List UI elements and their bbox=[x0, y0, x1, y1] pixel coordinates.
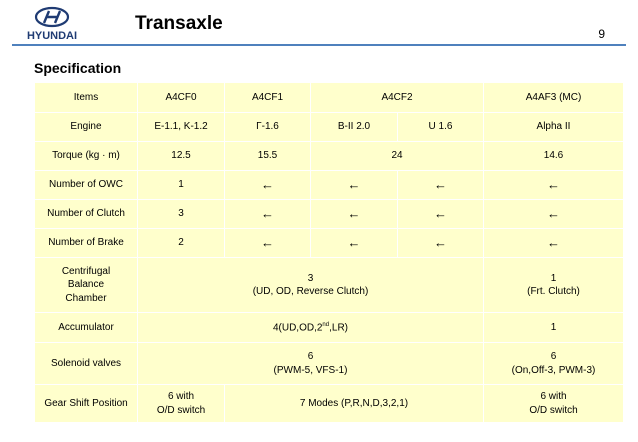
header-a4cf2: A4CF2 bbox=[311, 83, 484, 113]
solenoid-a4cf0-a4cf2 bbox=[138, 343, 484, 385]
gear-shift-a4af3 bbox=[484, 385, 624, 423]
same-as-left-arrow: ← bbox=[311, 200, 398, 229]
same-as-left-arrow: ← bbox=[398, 229, 484, 258]
same-as-left-arrow: ← bbox=[225, 200, 311, 229]
accumulator-label: Accumulator bbox=[35, 313, 138, 343]
accumulator-row bbox=[35, 313, 624, 343]
torque-a4af3: 14.6 bbox=[484, 142, 624, 171]
torque-a4cf1: 15.5 bbox=[225, 142, 311, 171]
header-rule bbox=[12, 44, 626, 46]
accumulator-mid-tail: ,LR) bbox=[329, 321, 349, 333]
engine-a4af3: Alpha II bbox=[484, 113, 624, 142]
accumulator-mid-sup: nd bbox=[322, 321, 330, 328]
gear-shift-a4af3-line1: 6 with bbox=[540, 391, 567, 402]
torque-row bbox=[35, 142, 624, 171]
clutch-row bbox=[35, 200, 624, 229]
owc-row bbox=[35, 171, 624, 200]
chamber-label-line1: Centrifugal bbox=[61, 265, 111, 277]
brake-row bbox=[35, 229, 624, 258]
same-as-left-arrow: ← bbox=[398, 200, 484, 229]
solenoid-mid-line2: (PWM-5, VFS-1) bbox=[273, 364, 348, 376]
chamber-mid-line1: 3 bbox=[307, 272, 314, 284]
same-as-left-arrow: ← bbox=[225, 229, 311, 258]
gear-shift-mid: 7 Modes (P,R,N,D,3,2,1) bbox=[225, 385, 484, 423]
solenoid-mid-line1: 6 bbox=[307, 351, 314, 362]
torque-label: Torque (kg · m) bbox=[35, 142, 138, 171]
header-a4cf0: A4CF0 bbox=[138, 83, 225, 113]
owc-a4cf0: 1 bbox=[138, 171, 225, 200]
clutch-a4cf0: 3 bbox=[138, 200, 225, 229]
engine-row bbox=[35, 113, 624, 142]
solenoid-label: Solenoid valves bbox=[35, 343, 138, 385]
gear-shift-label: Gear Shift Position bbox=[35, 385, 138, 423]
same-as-left-arrow: ← bbox=[225, 171, 311, 200]
page-number: 9 bbox=[598, 27, 605, 41]
solenoid-a4af3 bbox=[484, 343, 624, 385]
same-as-left-arrow: ← bbox=[484, 200, 624, 229]
header-items: Items bbox=[35, 83, 138, 113]
solenoid-row bbox=[35, 343, 624, 385]
gear-shift-a4cf0 bbox=[138, 385, 225, 423]
engine-a4cf0: E-1.1, K-1.2 bbox=[138, 113, 225, 142]
chamber-a4af3-line2: (Frt. Clutch) bbox=[527, 286, 580, 297]
chamber-a4af3-line1: 1 bbox=[550, 272, 557, 284]
logo-wordmark: HYUNDAI bbox=[26, 30, 78, 42]
torque-a4cf0: 12.5 bbox=[138, 142, 225, 171]
solenoid-a4af3-line2: (On,Off-3, PWM-3) bbox=[511, 364, 596, 376]
accumulator-a4af3: 1 bbox=[484, 313, 624, 343]
hyundai-logo bbox=[6, 6, 98, 42]
gear-shift-a4cf0-line1: 6 with bbox=[167, 391, 195, 402]
chamber-label-line3: Chamber bbox=[65, 292, 107, 304]
chamber-label bbox=[35, 258, 138, 313]
chamber-mid-line2: (UD, OD, Reverse Clutch) bbox=[252, 286, 369, 297]
clutch-label: Number of Clutch bbox=[35, 200, 138, 229]
gear-shift-a4af3-line2: O/D switch bbox=[529, 404, 578, 416]
chamber-a4af3 bbox=[484, 258, 624, 313]
same-as-left-arrow: ← bbox=[398, 171, 484, 200]
slide-title: Transaxle bbox=[135, 13, 223, 34]
owc-label: Number of OWC bbox=[35, 171, 138, 200]
section-title: Specification bbox=[34, 60, 122, 76]
accumulator-a4cf0-a4cf2 bbox=[138, 313, 484, 343]
chamber-label-line2: Balance bbox=[67, 279, 105, 291]
spec-table bbox=[34, 82, 624, 423]
chamber-a4cf0-a4cf2 bbox=[138, 258, 484, 313]
header-row bbox=[35, 83, 624, 113]
same-as-left-arrow: ← bbox=[484, 229, 624, 258]
engine-a4cf1: Γ-1.6 bbox=[225, 113, 311, 142]
torque-a4cf2: 24 bbox=[311, 142, 484, 171]
gear-shift-row bbox=[35, 385, 624, 423]
brake-label: Number of Brake bbox=[35, 229, 138, 258]
engine-label: Engine bbox=[35, 113, 138, 142]
engine-a4cf2-2: U 1.6 bbox=[398, 113, 484, 142]
brake-a4cf0: 2 bbox=[138, 229, 225, 258]
same-as-left-arrow: ← bbox=[311, 229, 398, 258]
chamber-row bbox=[35, 258, 624, 313]
engine-a4cf2-1: B-II 2.0 bbox=[311, 113, 398, 142]
same-as-left-arrow: ← bbox=[484, 171, 624, 200]
same-as-left-arrow: ← bbox=[311, 171, 398, 200]
header-a4cf1: A4CF1 bbox=[225, 83, 311, 113]
header-a4af3: A4AF3 (MC) bbox=[484, 83, 624, 113]
gear-shift-a4cf0-line2: O/D switch bbox=[156, 404, 206, 416]
accumulator-mid-main: 4(UD,OD,2 bbox=[272, 321, 323, 333]
solenoid-a4af3-line1: 6 bbox=[550, 351, 557, 362]
